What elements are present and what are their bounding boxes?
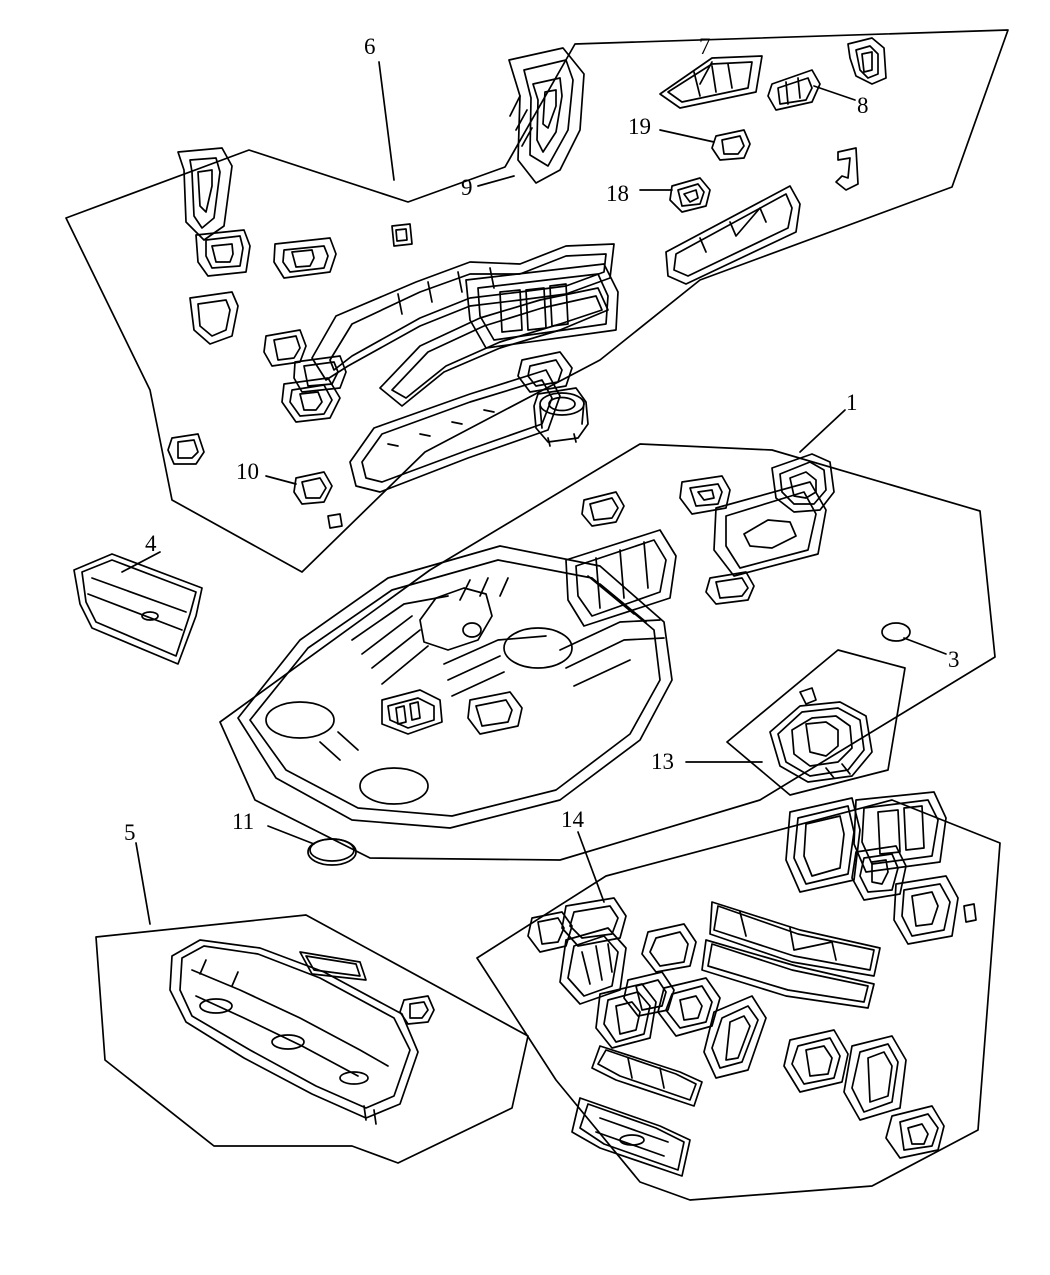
part-long-rail-front [312, 244, 614, 380]
callout-5: 5 [124, 820, 136, 845]
callout-9: 9 [461, 175, 473, 200]
callout-10: 10 [236, 459, 259, 484]
part-14-bracket-left-3 [596, 984, 656, 1048]
part-wheelhouse-upper [772, 454, 834, 512]
part-hook-bracket [190, 292, 238, 344]
part-cross-member-1 [566, 530, 676, 626]
part-clip-10 [294, 472, 342, 528]
part-bracket-2 [274, 238, 336, 278]
part-rail-long-right [666, 186, 800, 284]
callout-19: 19 [628, 114, 651, 139]
part-14-bracket-mid-1 [642, 924, 696, 972]
part-clip-small-1 [392, 224, 412, 246]
part-11-plug [308, 839, 356, 865]
part-clip-4 [294, 356, 346, 392]
part-14-rail-long-center2 [702, 940, 874, 1008]
part-14-rail-top-right [786, 798, 860, 892]
callout-4: 4 [145, 531, 157, 556]
part-13-wheelhouse [770, 688, 872, 782]
group-5-outline [96, 915, 528, 1163]
part-14-bracket-right-bottom [844, 1036, 944, 1158]
part-clip-6 [168, 434, 204, 464]
part-14-bracket-mid-right [852, 846, 906, 900]
part-14-bracket-right-lower [894, 876, 976, 944]
callout-13: 13 [651, 749, 674, 774]
callout-6: 6 [364, 34, 376, 59]
part-5-clip [400, 996, 434, 1024]
part-14-rail-bottom-left2 [572, 1098, 690, 1176]
part-3-plug [882, 623, 910, 641]
part-14-panel-top-right2 [854, 792, 946, 872]
callout-8: 8 [857, 93, 869, 118]
part-7-angled-panel [660, 56, 762, 108]
part-corner-bracket-top [848, 38, 886, 84]
part-cylinder-unit [518, 352, 588, 446]
callout-3: 3 [948, 647, 960, 672]
part-14-diagonal-brace [704, 996, 766, 1078]
part-14-bracket-right-mid [784, 1030, 848, 1092]
callout-18: 18 [606, 181, 629, 206]
part-bracket-5 [282, 378, 340, 422]
part-4-sill-rail [74, 554, 202, 664]
part-18-bracket [670, 178, 710, 212]
part-main-floor-pan [238, 546, 672, 828]
part-bracket-upper-left [178, 148, 232, 240]
part-5-rear-cross-panel [170, 940, 418, 1124]
part-8-channel-bracket [768, 70, 820, 110]
part-rail-9 [509, 48, 584, 183]
part-clip-pan-2 [680, 476, 730, 514]
callout-1: 1 [846, 390, 858, 415]
part-clip-pan-1 [582, 492, 624, 526]
part-hook-right [836, 148, 858, 190]
part-clip-pan-3 [706, 572, 754, 604]
callout-14: 14 [561, 807, 584, 832]
part-14-rail-bottom-left [592, 1046, 702, 1106]
callout-7: 7 [699, 34, 711, 59]
callout-11: 11 [232, 809, 255, 834]
part-box-bracket [196, 230, 250, 276]
part-19-nut-block [712, 130, 750, 160]
